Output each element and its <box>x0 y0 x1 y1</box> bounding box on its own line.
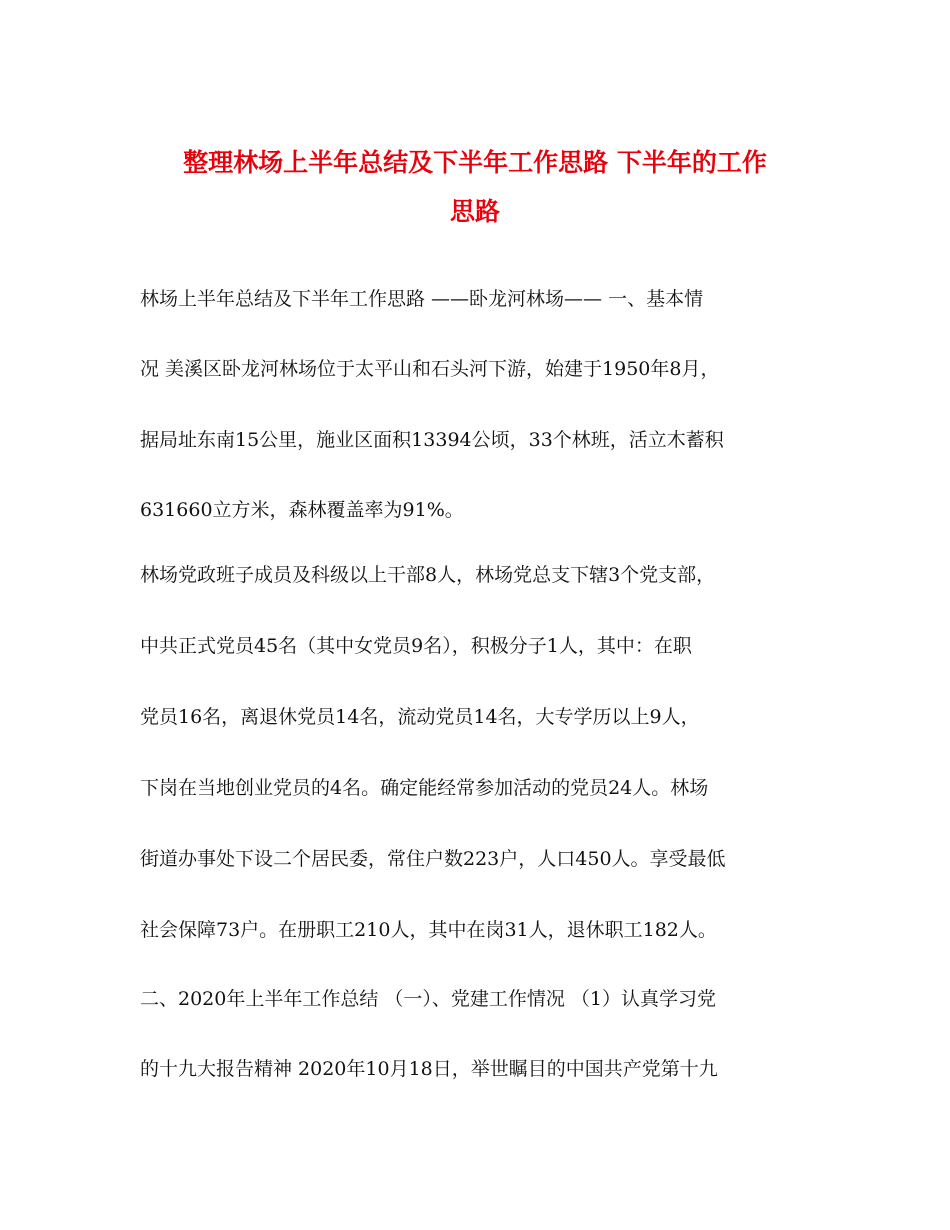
body-line-7: 党员16名，离退休党员14名，流动党员14名，大专学历以上9人， <box>140 706 700 728</box>
body-line-8: 下岗在当地创业党员的4名。确定能经常参加活动的党员24人。林场 <box>140 777 709 799</box>
body-line-2: 况 美溪区卧龙河林场位于太平山和石头河下游，始建于1950年8月， <box>140 358 720 380</box>
document-title-line-1: 整理林场上半年总结及下半年工作思路 下半年的工作 <box>183 148 767 177</box>
body-line-6: 中共正式党员45名（其中女党员9名），积极分子1人，其中：在职 <box>140 635 692 657</box>
body-line-9: 街道办事处下设二个居民委，常住户数223户，人口450人。享受最低 <box>140 848 726 870</box>
document-title-line-2: 思路 <box>449 197 500 226</box>
body-line-10: 社会保障73户。在册职工210人，其中在岗31人，退休职工182人。 <box>140 919 717 941</box>
body-line-4: 631660立方米，森林覆盖率为91%。 <box>140 499 464 521</box>
body-line-3: 据局址东南15公里，施业区面积13394公顷，33个林班，活立木蓄积 <box>140 429 724 451</box>
body-line-11: 二、2020年上半年工作总结 （一）、党建工作情况 （1）认真学习党 <box>140 988 717 1010</box>
body-line-12: 的十九大报告精神 2020年10月18日，举世瞩目的中国共产党第十九 <box>140 1058 718 1080</box>
body-line-5: 林场党政班子成员及科级以上干部8人，林场党总支下辖3个党支部， <box>140 564 716 586</box>
body-line-1: 林场上半年总结及下半年工作思路 ——卧龙河林场—— 一、基本情 <box>140 288 704 310</box>
